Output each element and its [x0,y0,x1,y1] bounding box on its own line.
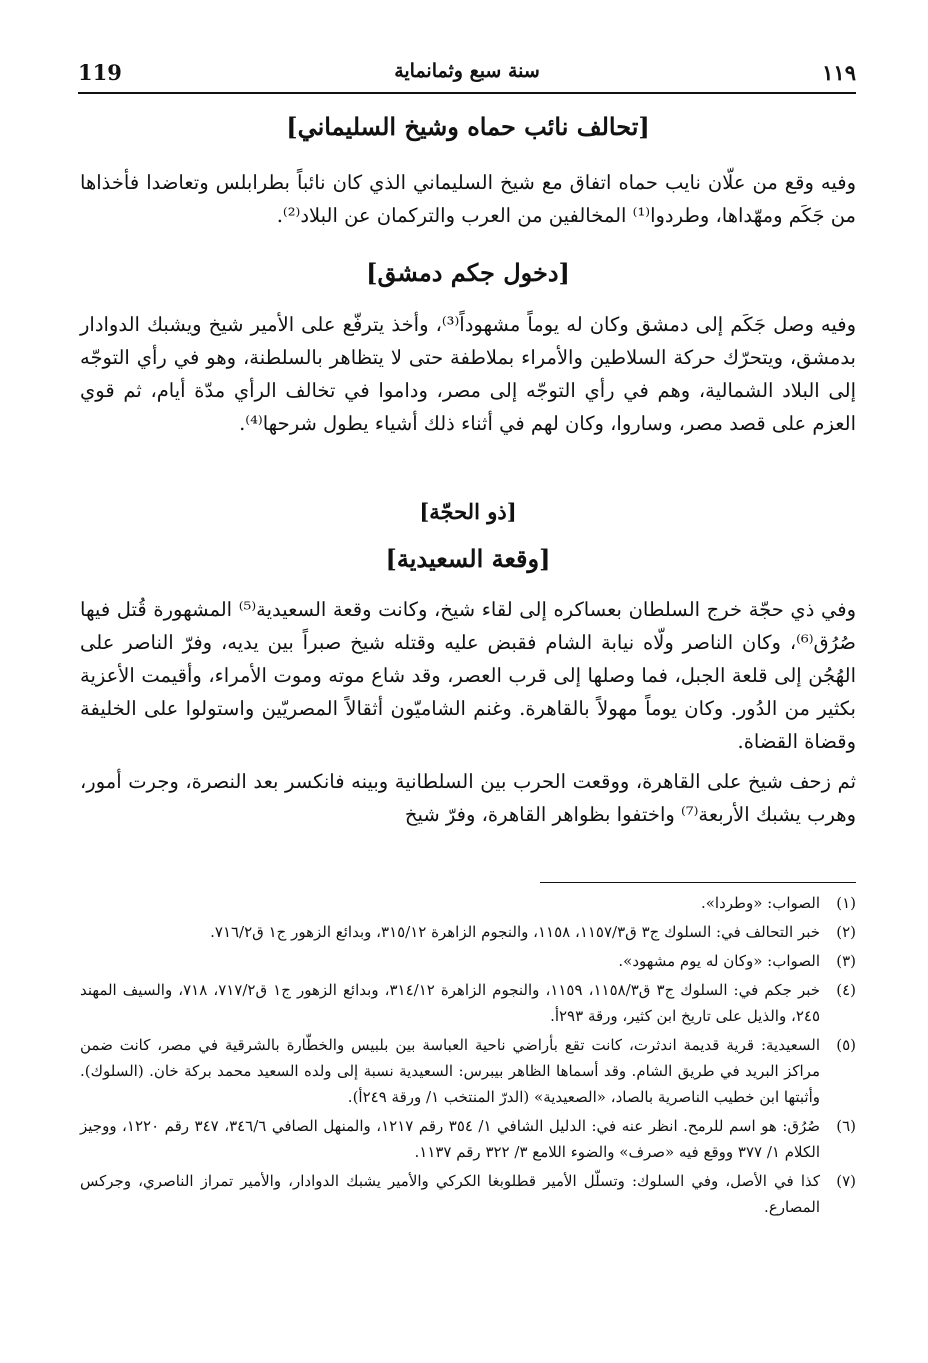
paragraph-jakam-damascus: وفيه وصل جَكَم إلى دمشق وكان له يوماً مشهوداً⁽³⁾، وأخذ يترفّع على الأمير شيخ ويشبك الدوادار بدمشق، ويتحرّك حركة السلاطين والأمراء بملاطفة حتى لا يتظاهر بالسلطنة، وهو في رأي التوجّه إلى البلاد الشمالية، وهم في رأي التوجّه إلى مصر، وداموا في تخالف الرأي مدّة أيام، ثم قوي العزم على قصد مصر، وساروا، وكان لهم في أثناء ذلك أشياء يطول شرحها⁽⁴⁾. [80,313,856,435]
page-header [78,58,856,94]
footnote [80,948,856,974]
footnote [80,1168,856,1220]
footnote-number: (٦) [836,1117,856,1135]
paragraph-alliance: وفيه وقع من علّان نايب حماه اتفاق مع شيخ السليماني الذي كان نائباً بطرابلس وتعاضدا فأخذاها من جَكَم ومهّداها، وطردوا⁽¹⁾ المخالفين من العرب والتركمان عن البلاد⁽²⁾. [80,171,856,227]
running-title: سنة سبع وثمانماية [394,60,540,82]
footnote [80,1032,856,1110]
section-heading-jakam-damascus: [دخول جكم دمشق] [366,258,570,287]
footnote-number: (٧) [836,1172,856,1190]
page-number-arabic: ١١٩ [822,60,856,85]
footnote-text: صُرُق: هو اسم للرمح. انظر عنه في: الدليل الشافي ١/ ٣٥٤ رقم ١٢١٧، والمنهل الصافي ٣٤٦/٦، ٣٤٧ رقم ١٢٢٠، ووجيز الكلام ١/ ٣٧٧ ووقع فيه «صرف» والضوء اللامع ٣/ ٣٢٢ رقم ١١٣٧. [80,1117,821,1161]
page-number-latin: 119 [78,60,122,85]
footnote-number: (١) [836,894,856,912]
footnote-number: (٣) [836,952,856,970]
footnote-text: خبر التحالف في: السلوك ج٣ ق١١٥٧/٣، ١١٥٨، والنجوم الزاهرة ٣١٥/١٢، وبدائع الزهور ج١ ق٧١٦/٢. [210,923,820,941]
month-heading: [ذو الحجّة] [419,499,517,524]
footnote [80,919,856,945]
footnote-text: الصواب: «وكان له يوم مشهود». [618,952,820,970]
paragraph-saidiya-battle: وفي ذي حجّة خرج السلطان بعساكره إلى لقاء شيخ، وكانت وقعة السعيدية⁽⁵⁾ المشهورة قُتل فيها صُرُق⁽⁶⁾، وكان الناصر ولّاه نيابة الشام فقبض عليه وقتله شيخ صبراً بين يديه، وفرّ الناصر على الهُجُن إلى قلعة الجبل، فما وصلها إلى قرب العصر، وقد شاع موته وموت الأمراء، وأقيمت الأعزية بكثير من الدُور. وكان يوماً مهولاً بالقاهرة. وغنم الشاميّون أثقالاً المصريّين واستولوا على الخليفة وقضاة القضاة. [80,598,857,753]
footnote [80,977,856,1029]
footnote-text: الصواب: «وطردا». [700,894,820,912]
footnote-text: كذا في الأصل، وفي السلوك: وتسلّل الأمير قطلوبغا الكركي والأمير يشبك الدوادار، والأمير تمراز الناصري، وجركس المصارع. [80,1172,820,1216]
header-rule [78,92,856,94]
footnote-number: (٢) [836,923,856,941]
section-heading-alliance: [تحالف نائب حماه وشيخ السليماني] [286,112,650,141]
footnote [80,1113,856,1165]
footnotes [80,890,856,1223]
section-heading-saidiya: [وقعة السعيدية] [385,544,551,573]
footnote-rule [540,882,856,883]
footnote-number: (٥) [836,1036,856,1054]
footnote-number: (٤) [836,981,856,999]
footnote [80,890,856,916]
paragraph-cairo-advance: ثم زحف شيخ على القاهرة، ووقعت الحرب بين السلطانية وبينه فانكسر بعد النصرة، وجرت أمور، وهرب يشبك الأربعة⁽⁷⁾ واختفوا بظواهر القاهرة، وفرّ شيخ [80,770,856,826]
footnote-text: السعيدية: قرية قديمة اندثرت، كانت تقع بأراضي ناحية العباسة بين بلبيس والخطّارة بالشرقية في مصر، كانت ضمن مراكز البريد في طريق الشام. وقد أسماها الظاهر بيبرس: السعيدية نسبة إلى ولده السعيد محمد بركة خان. (السلوك). وأثبتها ابن خطيب الناصرية بالصاد، «الصعيدية» (الدرّ المنتخب ١/ ورقة ٢٤٩أ). [80,1036,820,1106]
footnote-text: خبر جكم في: السلوك ج٣ ق١١٥٨/٣، ١١٥٩، والنجوم الزاهرة ٣١٤/١٢، وبدائع الزهور ج١ ق٧١٧/٢، ٧١٨، والسيف المهند ٢٤٥، والذيل على تاريخ ابن كثير، ورقة ٢٩٣أ. [80,981,821,1025]
